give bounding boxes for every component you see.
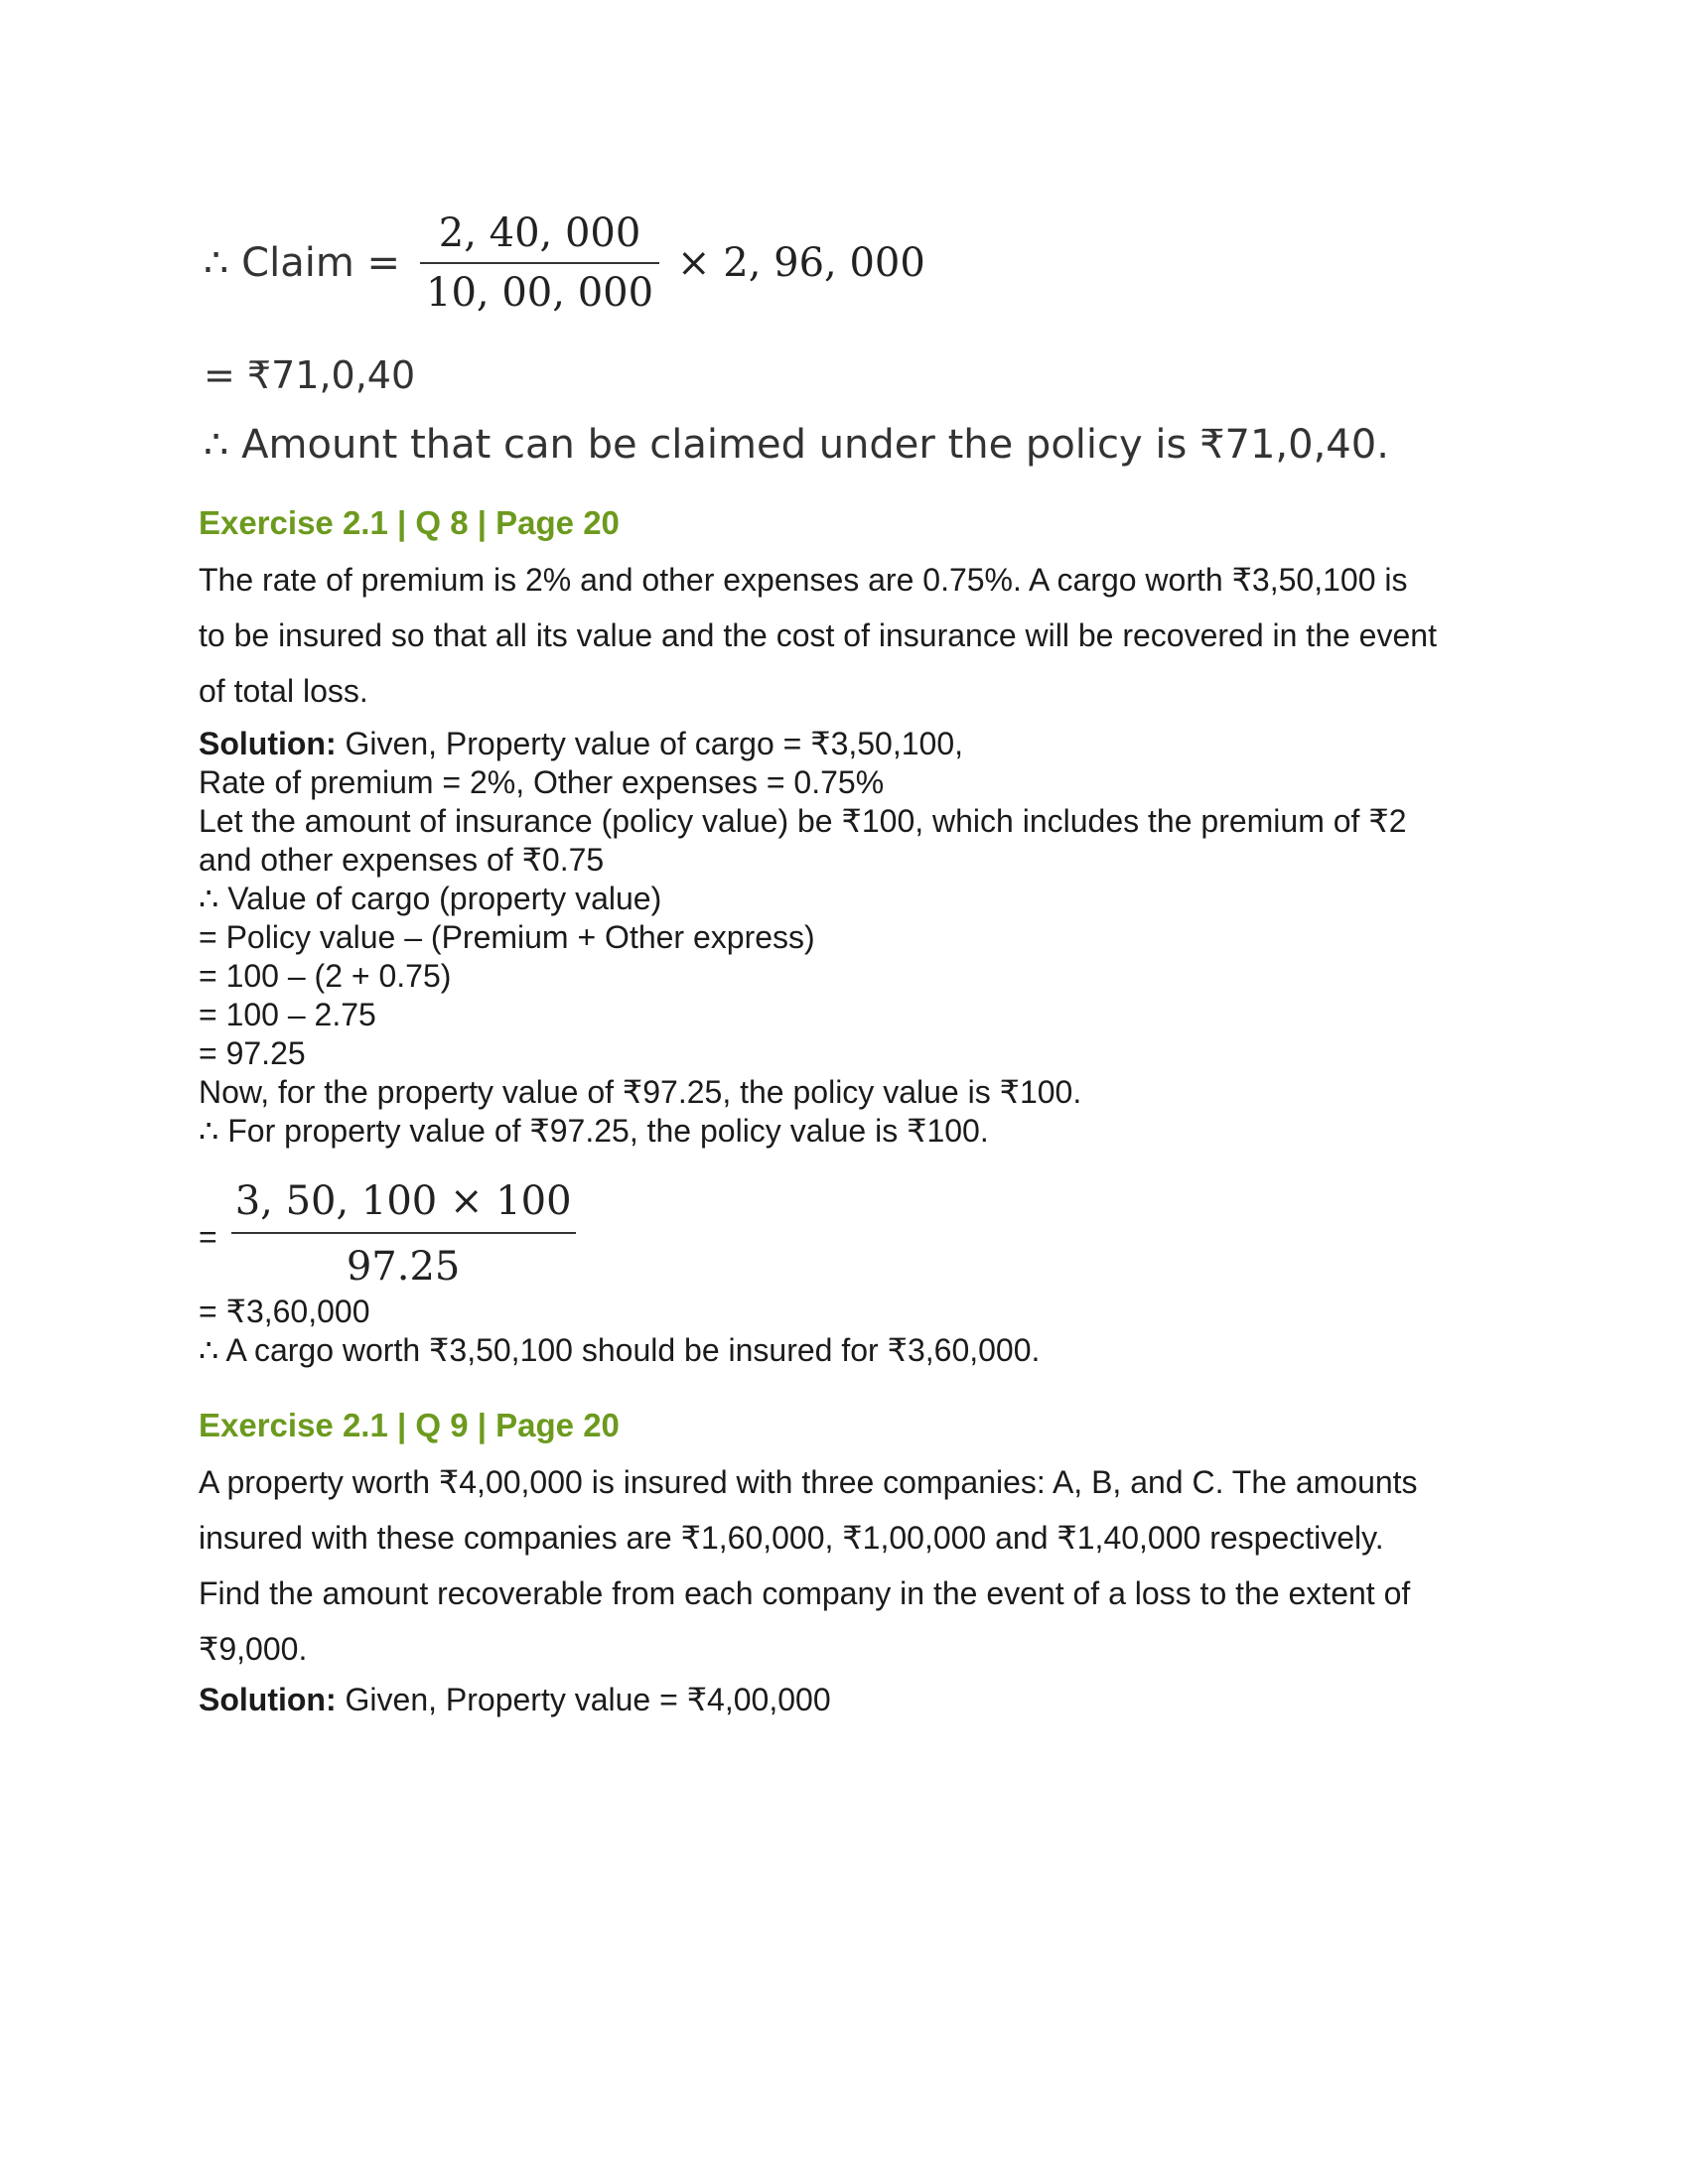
q8-solution-line: = Policy value – (Premium + Other express): [199, 919, 815, 955]
q8-solution-line: Rate of premium = 2%, Other expenses = 0.75%: [199, 764, 885, 800]
q8-solution-line: = 100 – 2.75: [199, 997, 376, 1032]
q8-answer-line: = ₹3,60,000: [199, 1294, 370, 1329]
q8-fraction: [231, 1178, 576, 1290]
claim-equation: [204, 199, 925, 328]
claim-fraction: [420, 210, 659, 316]
q8-fraction-equation: [199, 1176, 576, 1291]
claim-conclusion: ∴ Amount that can be claimed under the policy is ₹71,0,40.: [204, 422, 1389, 468]
q8-heading: Exercise 2.1 | Q 8 | Page 20: [199, 504, 620, 541]
q9-question-line: A property worth ₹4,00,000 is insured with three companies: A, B, and C. The amounts: [199, 1464, 1418, 1500]
q8-solution-first-line: [199, 725, 1499, 763]
q9-solution-first-line: [199, 1681, 1499, 1719]
q9-question-line: ₹9,000.: [199, 1631, 308, 1667]
q8-solution-line: and other expenses of ₹0.75: [199, 842, 605, 878]
q9-solution: [199, 1681, 1499, 1719]
q8-solution-line: Let the amount of insurance (policy value) be ₹100, which includes the premium of ₹2: [199, 803, 1407, 839]
q8-answer: [199, 1293, 1040, 1370]
q8-question-line: The rate of premium is 2% and other expenses are 0.75%. A cargo worth ₹3,50,100 is: [199, 562, 1408, 598]
solution-label: Solution:: [199, 726, 337, 761]
solution-given: Given, Property value of cargo = ₹3,50,100,: [336, 726, 964, 761]
q8-solution-line: = 97.25: [199, 1035, 306, 1071]
q8-equals: =: [199, 1219, 217, 1255]
q8-solution-line: ∴ For property value of ₹97.25, the policy value is ₹100.: [199, 1113, 989, 1149]
q9-question-line: insured with these companies are ₹1,60,000, ₹1,00,000 and ₹1,40,000 respectively.: [199, 1520, 1384, 1556]
q8-answer-line: ∴ A cargo worth ₹3,50,100 should be insured for ₹3,60,000.: [199, 1332, 1041, 1368]
solution-label: Solution:: [199, 1682, 337, 1717]
q8-solution-line: ∴ Value of cargo (property value): [199, 881, 662, 916]
q9-question: [199, 1454, 1499, 1677]
q8-solution-line: Now, for the property value of ₹97.25, the policy value is ₹100.: [199, 1074, 1082, 1110]
solution-given: Given, Property value = ₹4,00,000: [336, 1682, 831, 1717]
claim-result: = ₹71,0,40: [204, 353, 416, 397]
q8-question: [199, 552, 1499, 719]
q8-denominator: 97.25: [346, 1243, 461, 1290]
q8-solution: [199, 725, 1499, 1151]
claim-prefix: ∴ Claim =: [204, 240, 401, 286]
claim-multiplier: × 2, 96, 000: [677, 240, 925, 286]
q8-numerator: 3, 50, 100 × 100: [231, 1178, 576, 1234]
q8-question-line: to be insured so that all its value and the cost of insurance will be recovered in the event: [199, 617, 1437, 653]
q8-question-line: of total loss.: [199, 673, 368, 709]
q9-question-line: Find the amount recoverable from each company in the event of a loss to the extent of: [199, 1575, 1411, 1611]
q9-heading: Exercise 2.1 | Q 9 | Page 20: [199, 1407, 620, 1443]
claim-numerator: 2, 40, 000: [420, 210, 659, 264]
claim-denominator: 10, 00, 000: [426, 270, 654, 316]
q8-solution-line: = 100 – (2 + 0.75): [199, 958, 452, 994]
